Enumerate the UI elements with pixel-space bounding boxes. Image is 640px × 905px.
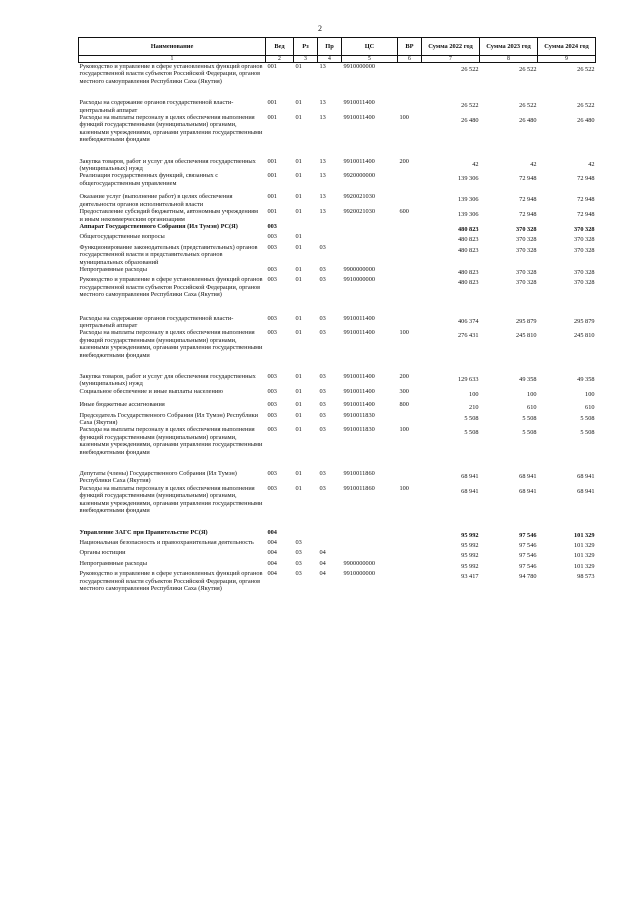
column-header: Сумма 2023 год: [480, 38, 538, 56]
row-sum-2024: 370 328: [574, 246, 595, 254]
table-row: [79, 158, 596, 173]
row-ved: 003: [267, 411, 277, 419]
row-rz: 01: [295, 373, 302, 380]
row-cs: [342, 244, 398, 266]
row-ved: 003: [267, 484, 277, 492]
row-cs: 9910000000: [343, 63, 375, 70]
row-sum-2023: 26 522: [519, 102, 537, 110]
row-name: Национальная безопасность и правоохранительная деятельность: [79, 538, 254, 546]
row-ved: 001: [267, 193, 277, 201]
row-rz: 01: [295, 193, 302, 201]
row-sum-2024: 100: [585, 390, 595, 398]
row-sum-2024: 101 329: [574, 562, 595, 570]
row-ved: 003: [267, 329, 277, 337]
column-number-row: [79, 56, 596, 63]
table-row: [79, 99, 596, 114]
row-name: Закупка товаров, работ и услуг для обеспечения государственных (муниципальных) нужд: [79, 373, 256, 388]
row-sum-2024: 610: [585, 404, 595, 412]
row-vr: 100: [399, 484, 409, 492]
row-ved: 003: [267, 470, 277, 478]
row-pr: 04: [319, 559, 326, 567]
row-pr: 03: [319, 401, 326, 409]
row-cs: [342, 549, 398, 559]
row-cs: 9920000000: [343, 172, 375, 180]
budget-table: [78, 37, 596, 592]
row-cs: 9910011400: [343, 387, 375, 395]
row-sum-2022: 480 823: [458, 246, 479, 254]
row-ved: 003: [267, 243, 277, 251]
row-rz: [294, 529, 318, 539]
row-sum-2023: 370 328: [516, 279, 537, 287]
table-row: [79, 560, 596, 570]
row-cs: 9910011400: [343, 401, 375, 409]
row-pr: 13: [319, 208, 326, 216]
row-vr: 100: [399, 426, 409, 434]
row-sum-2022: 480 823: [458, 236, 479, 244]
row-rz: 03: [295, 538, 302, 546]
row-vr: 600: [399, 208, 409, 216]
row-rz: 01: [295, 208, 302, 216]
table-row: [79, 549, 596, 559]
table-row: [79, 244, 596, 266]
row-ved: 003: [267, 222, 277, 230]
row-cs: 9910011400: [343, 157, 375, 165]
table-row: [79, 114, 596, 158]
row-rz: 01: [295, 387, 302, 395]
row-vr: [398, 276, 422, 314]
row-rz: 01: [295, 411, 302, 419]
row-vr: 200: [399, 157, 409, 165]
table-row: [79, 529, 596, 539]
row-sum-2023: 370 328: [516, 246, 537, 254]
row-sum-2022: 26 480: [461, 117, 479, 125]
row-rz: 01: [295, 470, 302, 478]
header-row: [79, 38, 596, 56]
row-ved: 003: [267, 265, 277, 273]
row-sum-2023: 72 948: [519, 196, 537, 204]
row-sum-2022: 26 522: [461, 102, 479, 110]
row-name: Аппарат Государственного Собрания (Ил Тумэн) РС(Я): [79, 222, 238, 230]
row-sum-2023: 68 941: [519, 473, 537, 481]
row-sum-2024: 68 941: [577, 473, 595, 481]
row-sum-2023: 245 810: [516, 332, 537, 340]
row-sum-2024: 72 948: [577, 196, 595, 204]
row-ved: 004: [267, 528, 277, 536]
column-number: 5: [342, 56, 398, 63]
row-cs: 9910000000: [343, 570, 375, 578]
row-sum-2022: 95 992: [461, 562, 479, 570]
column-number: 2: [266, 56, 294, 63]
row-vr: 800: [399, 401, 409, 409]
row-rz: 01: [295, 63, 302, 70]
table-row: [79, 539, 596, 549]
table-row: [79, 315, 596, 330]
row-cs: 9910011400: [343, 329, 375, 337]
row-name: Руководство и управление в сфере установленных функций органов государственной власти субъектов Российской Федерации, органов местного самоуправления Республики Саха (Якутия): [79, 276, 263, 299]
row-ved: 003: [267, 426, 277, 434]
row-sum-2023: 26 522: [519, 66, 537, 73]
row-name: Расходы на выплаты персоналу в целях обеспечения выполнения функций государственными (муниципальными) органами, казенными учреждениями, органами управления государственными внебюджетными фондами: [79, 484, 263, 515]
row-rz: 01: [295, 484, 302, 492]
row-cs: [342, 539, 398, 549]
row-sum-2023: 72 948: [519, 211, 537, 219]
table-row: [79, 193, 596, 208]
row-sum-2022: 100: [469, 390, 479, 398]
column-header: ЦС: [342, 38, 398, 56]
table-row: [79, 426, 596, 470]
row-pr: 03: [319, 276, 326, 284]
row-sum-2022: 95 992: [461, 541, 479, 549]
row-cs: [342, 223, 398, 233]
row-rz: 01: [295, 233, 302, 241]
column-header: Наименование: [79, 38, 266, 56]
row-ved: 003: [267, 387, 277, 395]
row-vr: [398, 560, 422, 570]
row-sum-2024: 49 358: [577, 376, 595, 383]
row-vr: 100: [399, 329, 409, 337]
row-pr: 04: [319, 549, 326, 557]
row-cs: 9910011400: [343, 314, 375, 322]
row-ved: 001: [267, 99, 277, 107]
row-ved: 001: [267, 208, 277, 216]
row-pr: [318, 233, 342, 243]
row-vr: [398, 315, 422, 330]
row-sum-2023: 72 948: [519, 175, 537, 183]
row-cs: 9920021030: [343, 193, 375, 201]
row-sum-2023: 370 328: [516, 225, 537, 233]
row-name: Руководство и управление в сфере установленных функций органов государственной власти субъектов Российской Федерации, органов местного самоуправления Республики Саха (Якутия): [79, 570, 263, 592]
row-ved: 001: [267, 172, 277, 180]
row-sum-2022: 480 823: [458, 268, 479, 276]
table-row: [79, 208, 596, 223]
row-sum-2023: 68 941: [519, 487, 537, 495]
table-row: [79, 485, 596, 529]
row-pr: 13: [319, 193, 326, 201]
row-ved: 004: [267, 559, 277, 567]
row-sum-2022: 276 431: [458, 332, 479, 340]
row-cs: 9900000000: [343, 559, 375, 567]
row-pr: [318, 529, 342, 539]
row-name: Закупка товаров, работ и услуг для обеспечения государственных (муниципальных) нужд: [79, 157, 256, 173]
row-name: Непрограммные расходы: [79, 265, 147, 273]
row-name: Оказание услуг (выполнение работ) в целях обеспечения деятельности органов исполнительной власти: [79, 193, 233, 208]
row-sum-2024: 72 948: [577, 175, 595, 183]
table-row: [79, 470, 596, 485]
row-sum-2022: 139 306: [458, 211, 479, 219]
row-sum-2022: 129 633: [458, 376, 479, 383]
row-vr: [398, 99, 422, 114]
column-number: 4: [318, 56, 342, 63]
row-pr: 03: [319, 426, 326, 434]
row-cs: 9910011860: [343, 470, 375, 478]
row-sum-2024: 26 522: [577, 102, 595, 110]
row-sum-2023: 370 328: [516, 236, 537, 244]
row-sum-2024: 5 508: [580, 429, 595, 437]
column-number: 3: [294, 56, 318, 63]
row-sum-2022: 406 374: [458, 317, 479, 325]
row-name: Общегосударственные вопросы: [79, 233, 165, 241]
row-sum-2023: 97 546: [519, 562, 537, 570]
column-number: 1: [79, 56, 266, 63]
row-name: Управление ЗАГС при Правительстве РС(Я): [79, 528, 208, 536]
table-row: [79, 266, 596, 276]
page-number: 2: [318, 24, 322, 33]
row-vr: [398, 233, 422, 243]
row-cs: 9910011400: [343, 114, 375, 122]
row-sum-2022: 5 508: [464, 429, 479, 437]
row-ved: 003: [267, 233, 277, 241]
row-pr: 13: [319, 172, 326, 180]
row-name: Расходы на содержание органов государственной власти- центральный аппарат: [79, 99, 234, 114]
row-sum-2024: 101 329: [574, 541, 595, 549]
row-vr: 100: [399, 114, 409, 122]
row-ved: 003: [267, 314, 277, 322]
row-cs: 9900000000: [343, 265, 375, 273]
row-pr: 13: [319, 114, 326, 122]
row-sum-2022: 95 992: [461, 552, 479, 560]
row-name: Председатель Государственного Собрания (Ил Тумэн) Республики Саха (Якутия): [79, 411, 259, 427]
row-ved: 001: [267, 114, 277, 122]
row-sum-2023: 295 879: [516, 317, 537, 325]
row-vr: [398, 549, 422, 559]
row-vr: [398, 172, 422, 193]
row-rz: 01: [295, 426, 302, 434]
row-sum-2022: 68 941: [461, 473, 479, 481]
row-rz: 01: [295, 265, 302, 273]
row-cs: 9910011830: [343, 411, 375, 419]
row-sum-2022: 139 306: [458, 175, 479, 183]
row-sum-2023: 94 780: [519, 573, 537, 581]
row-name: Функционирование законодательных (представительных) органов государственной власти и представительных органов муниципальных образований: [79, 243, 258, 266]
row-sum-2024: 370 328: [574, 279, 595, 287]
row-pr: 03: [319, 387, 326, 395]
table-row: [79, 401, 596, 411]
row-vr: [398, 539, 422, 549]
row-cs: [342, 529, 398, 539]
row-pr: [318, 539, 342, 549]
column-header: Сумма 2022 год: [422, 38, 480, 56]
table-row: [79, 172, 596, 193]
column-header: Пр: [318, 38, 342, 56]
row-pr: 03: [319, 411, 326, 419]
table-row: [79, 412, 596, 427]
row-rz: 01: [295, 172, 302, 180]
row-sum-2024: 101 329: [574, 552, 595, 560]
row-sum-2023: 370 328: [516, 268, 537, 276]
table-row: [79, 373, 596, 388]
row-vr: 200: [399, 373, 409, 380]
table-row: [79, 388, 596, 401]
row-sum-2023: 610: [527, 404, 537, 412]
row-vr: 300: [399, 387, 409, 395]
row-sum-2022: 26 522: [461, 66, 479, 73]
row-sum-2022: 42: [472, 160, 479, 168]
row-sum-2024: 370 328: [574, 225, 595, 233]
row-vr: [398, 266, 422, 276]
table-row: [79, 276, 596, 314]
row-sum-2023: 97 546: [519, 541, 537, 549]
row-sum-2024: 370 328: [574, 268, 595, 276]
row-cs: 9910011400: [343, 373, 375, 380]
row-sum-2022: 5 508: [464, 414, 479, 422]
row-name: Предоставление субсидий бюджетным, автономным учреждениям и иным некоммерческим организациям: [79, 208, 258, 223]
row-pr: 03: [319, 484, 326, 492]
row-sum-2022: 95 992: [461, 531, 479, 539]
row-vr: [398, 63, 422, 100]
row-name: Расходы на выплаты персоналу в целях обеспечения выполнения функций государственными (муниципальными) органами, казенными учреждениями, органами управления государственными внебюджетными фондами: [79, 329, 263, 359]
row-ved: 004: [267, 570, 277, 578]
column-header: ВР: [398, 38, 422, 56]
row-sum-2022: 480 823: [458, 279, 479, 287]
table-row: [79, 223, 596, 233]
row-pr: 13: [319, 63, 326, 70]
row-sum-2023: 5 508: [522, 429, 537, 437]
row-vr: [398, 244, 422, 266]
column-number: 9: [538, 56, 596, 63]
row-vr: [398, 223, 422, 233]
column-header: Рз: [294, 38, 318, 56]
row-sum-2024: 26 522: [577, 66, 595, 73]
row-rz: 01: [295, 401, 302, 409]
row-cs: 9910000000: [343, 276, 375, 284]
row-pr: [318, 223, 342, 233]
row-cs: 9910011860: [343, 484, 375, 492]
row-pr: 03: [319, 329, 326, 337]
row-ved: 004: [267, 538, 277, 546]
column-number: 6: [398, 56, 422, 63]
table-row: [79, 63, 596, 100]
row-sum-2024: 245 810: [574, 332, 595, 340]
row-sum-2024: 295 879: [574, 317, 595, 325]
row-cs: 9920021030: [343, 208, 375, 216]
table-row: [79, 570, 596, 592]
row-sum-2024: 42: [588, 160, 595, 168]
row-sum-2024: 5 508: [580, 414, 595, 422]
row-pr: 04: [319, 570, 326, 578]
row-name: Реализация государственных функций, связанных с общегосударственным управлением: [79, 172, 219, 187]
row-ved: 003: [267, 401, 277, 409]
row-pr: 03: [319, 265, 326, 273]
column-header: Вед: [266, 38, 294, 56]
row-sum-2023: 100: [527, 390, 537, 398]
row-ved: 001: [267, 63, 277, 70]
row-name: Непрограммные расходы: [79, 559, 147, 567]
row-name: Социальное обеспечение и иные выплаты населению: [79, 387, 223, 395]
row-sum-2024: 98 573: [577, 573, 595, 581]
row-rz: 03: [295, 570, 302, 578]
row-sum-2022: 210: [469, 404, 479, 412]
table-row: [79, 329, 596, 373]
row-ved: 003: [267, 373, 277, 380]
row-pr: 03: [319, 470, 326, 478]
row-vr: [398, 570, 422, 592]
row-sum-2024: 101 329: [574, 531, 595, 539]
row-pr: 13: [319, 157, 326, 165]
row-rz: 01: [295, 329, 302, 337]
row-pr: 03: [319, 314, 326, 322]
column-header: Сумма 2024 год: [538, 38, 596, 56]
row-vr: [398, 529, 422, 539]
table-body: [79, 63, 596, 593]
row-name: Расходы на выплаты персоналу в целях обеспечения выполнения функций государственными (муниципальными) органами, казенными учреждениями, органами управления государственными внебюджетными фондами: [79, 114, 263, 144]
row-rz: 01: [295, 99, 302, 107]
column-number: 7: [422, 56, 480, 63]
row-name: Руководство и управление в сфере установленных функций органов государственной власти субъектов Российской Федерации, органов местного самоуправления Республики Саха (Якутия): [79, 63, 263, 85]
row-rz: 01: [295, 314, 302, 322]
row-rz: 01: [295, 157, 302, 165]
row-rz: [294, 223, 318, 233]
row-sum-2023: 5 508: [522, 414, 537, 422]
row-sum-2023: 49 358: [519, 376, 537, 383]
row-sum-2024: 68 941: [577, 487, 595, 495]
row-cs: 9910011400: [343, 99, 375, 107]
column-number: 8: [480, 56, 538, 63]
row-ved: 004: [267, 549, 277, 557]
table-row: [79, 233, 596, 243]
row-ved: 003: [267, 276, 277, 284]
row-name: Органы юстиции: [79, 549, 126, 557]
row-sum-2023: 26 480: [519, 117, 537, 125]
row-sum-2022: 93 417: [461, 573, 479, 581]
row-rz: 01: [295, 114, 302, 122]
row-rz: 01: [295, 276, 302, 284]
row-rz: 01: [295, 243, 302, 251]
row-vr: [398, 470, 422, 485]
row-sum-2024: 72 948: [577, 211, 595, 219]
row-sum-2024: 370 328: [574, 236, 595, 244]
row-pr: 03: [319, 243, 326, 251]
row-pr: 03: [319, 373, 326, 380]
row-ved: 001: [267, 157, 277, 165]
row-sum-2022: 139 306: [458, 196, 479, 204]
row-vr: [398, 193, 422, 208]
row-sum-2023: 97 546: [519, 552, 537, 560]
row-name: Расходы на содержание органов государственной власти- центральный аппарат: [79, 314, 234, 329]
row-sum-2022: 68 941: [461, 487, 479, 495]
row-sum-2022: 480 823: [458, 225, 479, 233]
row-sum-2023: 97 546: [519, 531, 537, 539]
row-pr: 13: [319, 99, 326, 107]
row-vr: [398, 412, 422, 427]
row-rz: 03: [295, 549, 302, 557]
row-name: Расходы на выплаты персоналу в целях обеспечения выполнения функций государственными (муниципальными) органами, казенными учреждениями, органами управления государственными внебюджетными фондами: [79, 426, 263, 456]
row-cs: 9910011830: [343, 426, 375, 434]
row-cs: [342, 233, 398, 243]
row-name: Депутаты (члены) Государственного Собрания (Ил Тумэн) Республики Саха (Якутия): [79, 470, 237, 485]
row-sum-2023: 42: [530, 160, 537, 168]
row-rz: 03: [295, 559, 302, 567]
row-sum-2024: 26 480: [577, 117, 595, 125]
row-name: Иные бюджетные ассигнования: [79, 401, 165, 409]
